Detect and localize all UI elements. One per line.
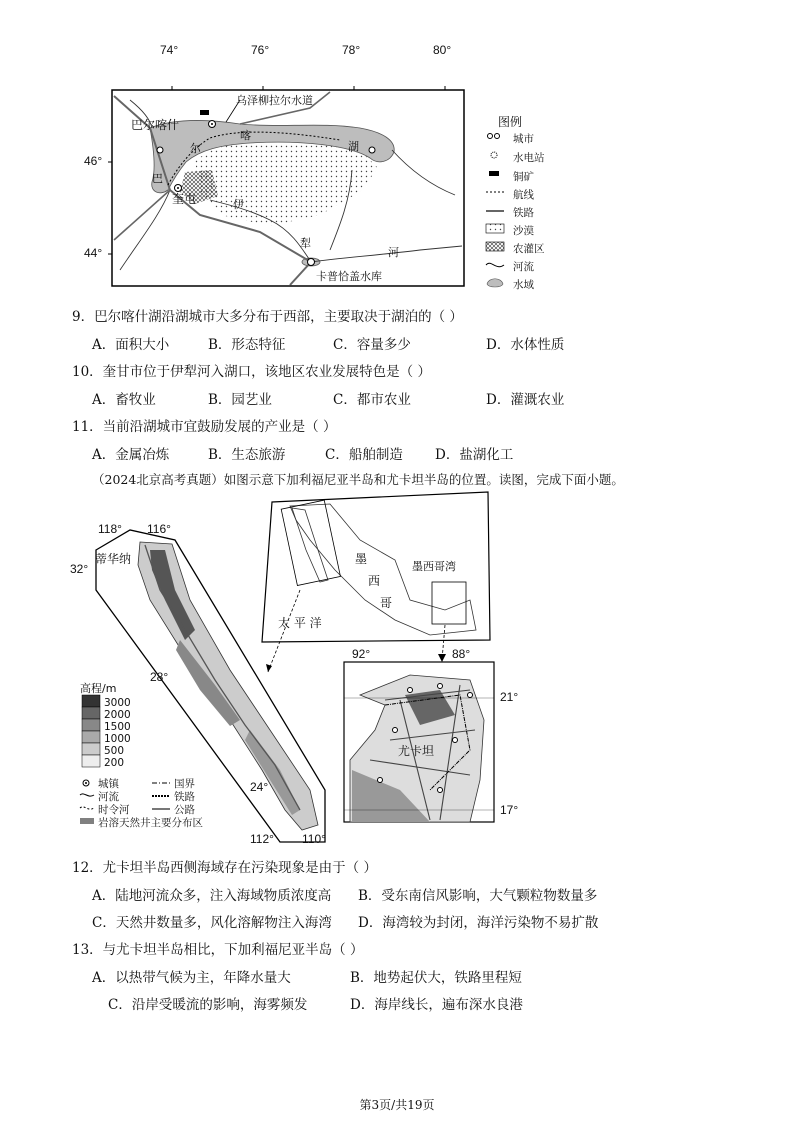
ocean-label: 太 平 洋 xyxy=(278,616,322,630)
legend-title: 图例 xyxy=(498,115,523,129)
option-c[interactable]: C．都市农业 xyxy=(333,392,411,408)
lat-tick: 28° xyxy=(150,670,169,684)
option-a[interactable]: A．以热带气候为主，年降水量大 xyxy=(92,970,291,986)
lake-label: 湖 xyxy=(348,140,359,153)
elevation-level: 2000 xyxy=(104,709,131,721)
legend-item: 河流 xyxy=(98,791,119,803)
elevation-level: 1000 xyxy=(104,733,131,745)
option-a[interactable]: A．畜牧业 xyxy=(92,392,156,408)
option-d[interactable]: D．灌溉农业 xyxy=(486,392,565,408)
option-a[interactable]: A．金属冶炼 xyxy=(92,447,170,463)
elevation-title: 高程/m xyxy=(80,682,117,695)
gulf-label: 墨西哥湾 xyxy=(412,560,456,573)
legend-item: 水电站 xyxy=(513,152,545,164)
reservoir-label: 卡普恰盖水库 xyxy=(316,270,382,283)
lon-tick: 92° xyxy=(352,647,371,661)
legend-item: 沙漠 xyxy=(513,225,534,237)
lake-label: 喀 xyxy=(240,129,251,142)
legend-item: 农灌区 xyxy=(513,243,545,255)
question-9-stem: 9．巴尔喀什湖沿湖城市大多分布于西部，主要取决于湖泊的（ ） xyxy=(72,309,463,325)
canal-label: 乌泽柳拉尔水道 xyxy=(236,94,313,107)
lon-tick: 74° xyxy=(160,43,179,57)
option-b[interactable]: B．受东南信风影响，大气颗粒物数量多 xyxy=(358,888,598,904)
legend-item: 铁路 xyxy=(174,791,195,803)
legend-item: 水域 xyxy=(513,279,534,291)
lon-tick: 76° xyxy=(251,43,270,57)
option-b[interactable]: B．生态旅游 xyxy=(208,447,286,463)
option-d[interactable]: D．海岸线长，遍布深水良港 xyxy=(350,997,523,1013)
lon-tick: 78° xyxy=(342,43,361,57)
lat-tick: 24° xyxy=(250,780,269,794)
page-footer: 第3页/共19页 xyxy=(359,1098,435,1112)
lon-tick: 80° xyxy=(433,43,452,57)
lat-tick: 21° xyxy=(500,690,519,704)
option-d[interactable]: D．水体性质 xyxy=(486,337,565,353)
option-c[interactable]: C．船舶制造 xyxy=(325,447,403,463)
inset-label: 西 xyxy=(368,574,381,588)
river-label: 伊 xyxy=(233,198,244,211)
option-b[interactable]: B．地势起伏大，铁路里程短 xyxy=(350,970,522,986)
question-10-stem: 10．奎甘市位于伊犁河入湖口，该地区农业发展特色是（ ） xyxy=(72,364,431,380)
legend-item: 岩溶天然井主要分布区 xyxy=(98,817,203,829)
city-label: 蒂华纳 xyxy=(95,552,132,566)
intro-text: （2024北京高考真题）如图示意下加利福尼亚半岛和尤卡坦半岛的位置。读图，完成下面小题。 xyxy=(92,472,624,487)
legend-item: 时令河 xyxy=(98,804,130,816)
option-d[interactable]: D．盐湖化工 xyxy=(435,447,514,463)
river-label: 河 xyxy=(388,246,399,259)
question-13-stem: 13．与尤卡坦半岛相比，下加利福尼亚半岛（ ） xyxy=(72,942,364,958)
legend-item: 国界 xyxy=(174,778,195,790)
lon-tick: 88° xyxy=(452,647,471,661)
option-c[interactable]: C．容量多少 xyxy=(333,337,411,353)
legend-item: 河流 xyxy=(513,261,534,273)
elevation-level: 3000 xyxy=(104,697,131,709)
lake-label: 尔 xyxy=(190,142,201,155)
lat-tick: 44° xyxy=(84,246,103,260)
legend-item: 公路 xyxy=(174,804,195,816)
yucatan-label: 尤卡坦 xyxy=(398,744,435,758)
map2-svg xyxy=(0,490,794,850)
lon-tick: 118° xyxy=(98,522,122,536)
lon-tick: 112° xyxy=(250,832,274,846)
inset-label: 墨 xyxy=(355,552,368,566)
elevation-level: 500 xyxy=(104,745,125,757)
lat-tick: 46° xyxy=(84,154,103,168)
lon-tick: 116° xyxy=(147,522,171,536)
lake-label: 巴 xyxy=(152,172,163,185)
legend-item: 城市 xyxy=(513,133,534,145)
inset-label: 哥 xyxy=(380,596,393,610)
elevation-level: 1500 xyxy=(104,721,131,733)
option-b[interactable]: B．园艺业 xyxy=(208,392,272,408)
legend-item: 铜矿 xyxy=(513,171,534,183)
lat-tick: 32° xyxy=(70,562,89,576)
lon-tick: 110° xyxy=(302,832,326,846)
question-11-stem: 11．当前沿湖城市宜鼓励发展的产业是（ ） xyxy=(72,419,337,435)
option-a[interactable]: A．面积大小 xyxy=(92,337,170,353)
legend-item: 航线 xyxy=(513,189,534,201)
city-label: 巴尔喀什 xyxy=(131,118,180,132)
option-c[interactable]: C．天然井数量多，风化溶解物注入海湾 xyxy=(92,915,332,931)
lat-tick: 17° xyxy=(500,803,519,817)
option-b[interactable]: B．形态特征 xyxy=(208,337,286,353)
city-label: 奎屯 xyxy=(172,192,197,206)
question-12-stem: 12．尤卡坦半岛西侧海域存在污染现象是由于（ ） xyxy=(72,860,377,876)
river-label: 犁 xyxy=(300,237,311,250)
option-d[interactable]: D．海湾较为封闭，海洋污染物不易扩散 xyxy=(358,915,599,931)
legend-item: 城镇 xyxy=(98,778,119,790)
option-c[interactable]: C．沿岸受暖流的影响，海雾频发 xyxy=(108,997,308,1013)
elevation-level: 200 xyxy=(104,757,125,769)
option-a[interactable]: A．陆地河流众多，注入海域物质浓度高 xyxy=(92,888,332,904)
legend-item: 铁路 xyxy=(513,207,534,219)
